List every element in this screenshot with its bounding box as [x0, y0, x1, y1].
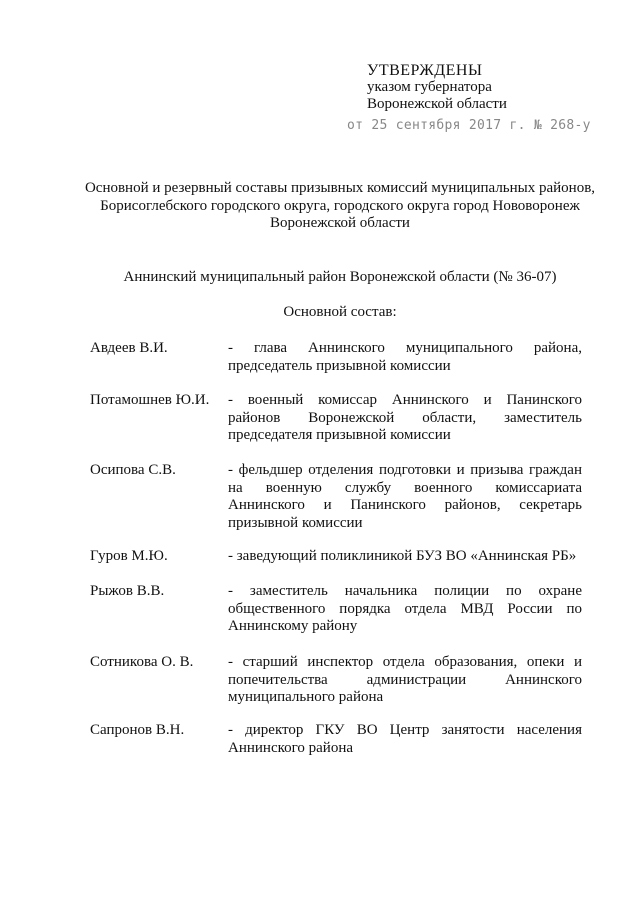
member-name: Сотникова О. В.	[90, 654, 194, 670]
member-name: Гуров М.Ю.	[90, 548, 168, 564]
approval-block	[367, 62, 507, 113]
member-name: Потамошнев Ю.И.	[90, 392, 210, 408]
approval-line-decree: указом губернатора	[367, 79, 492, 95]
approval-heading: УТВЕРЖДЕНЫ	[367, 62, 483, 79]
member-role: - глава Аннинского муниципального района, председатель призывной комиссии	[228, 340, 582, 374]
approval-line-region: Воронежской области	[367, 96, 507, 112]
member-role: - директор ГКУ ВО Центр занятости населения Аннинского района	[228, 722, 582, 756]
date-number-stamp: от 25 сентября 2017 г. № 268-у	[347, 118, 591, 133]
document-title: Основной и резервный составы призывных комиссий муниципальных районов, Борисоглебского городского округа, городского округа город Нововоронеж Воронежской области	[84, 180, 596, 231]
member-role: - фельдшер отделения подготовки и призыва граждан на военную службу военного комиссариата Аннинского и Панинского районов, секретарь призывной комиссии	[228, 462, 582, 531]
district-heading: Аннинский муниципальный район Воронежской области (№ 36-07)	[123, 269, 557, 285]
member-name: Авдеев В.И.	[90, 340, 168, 356]
member-role: - старший инспектор отдела образования, опеки и попечительства администрации Аннинского муниципального района	[228, 654, 582, 705]
member-name: Рыжов В.В.	[90, 583, 165, 599]
member-role: - военный комиссар Аннинского и Панинского районов Воронежской области, заместитель председателя призывной комиссии	[228, 392, 582, 443]
section-heading: Основной состав:	[283, 304, 397, 320]
member-name: Осипова С.В.	[90, 462, 176, 478]
member-name: Сапронов В.Н.	[90, 722, 185, 738]
member-role: - заведующий поликлиникой БУЗ ВО «Аннинская РБ»	[228, 548, 577, 564]
member-role: - заместитель начальника полиции по охране общественного порядка отдела МВД России по Аннинскому району	[228, 583, 582, 634]
